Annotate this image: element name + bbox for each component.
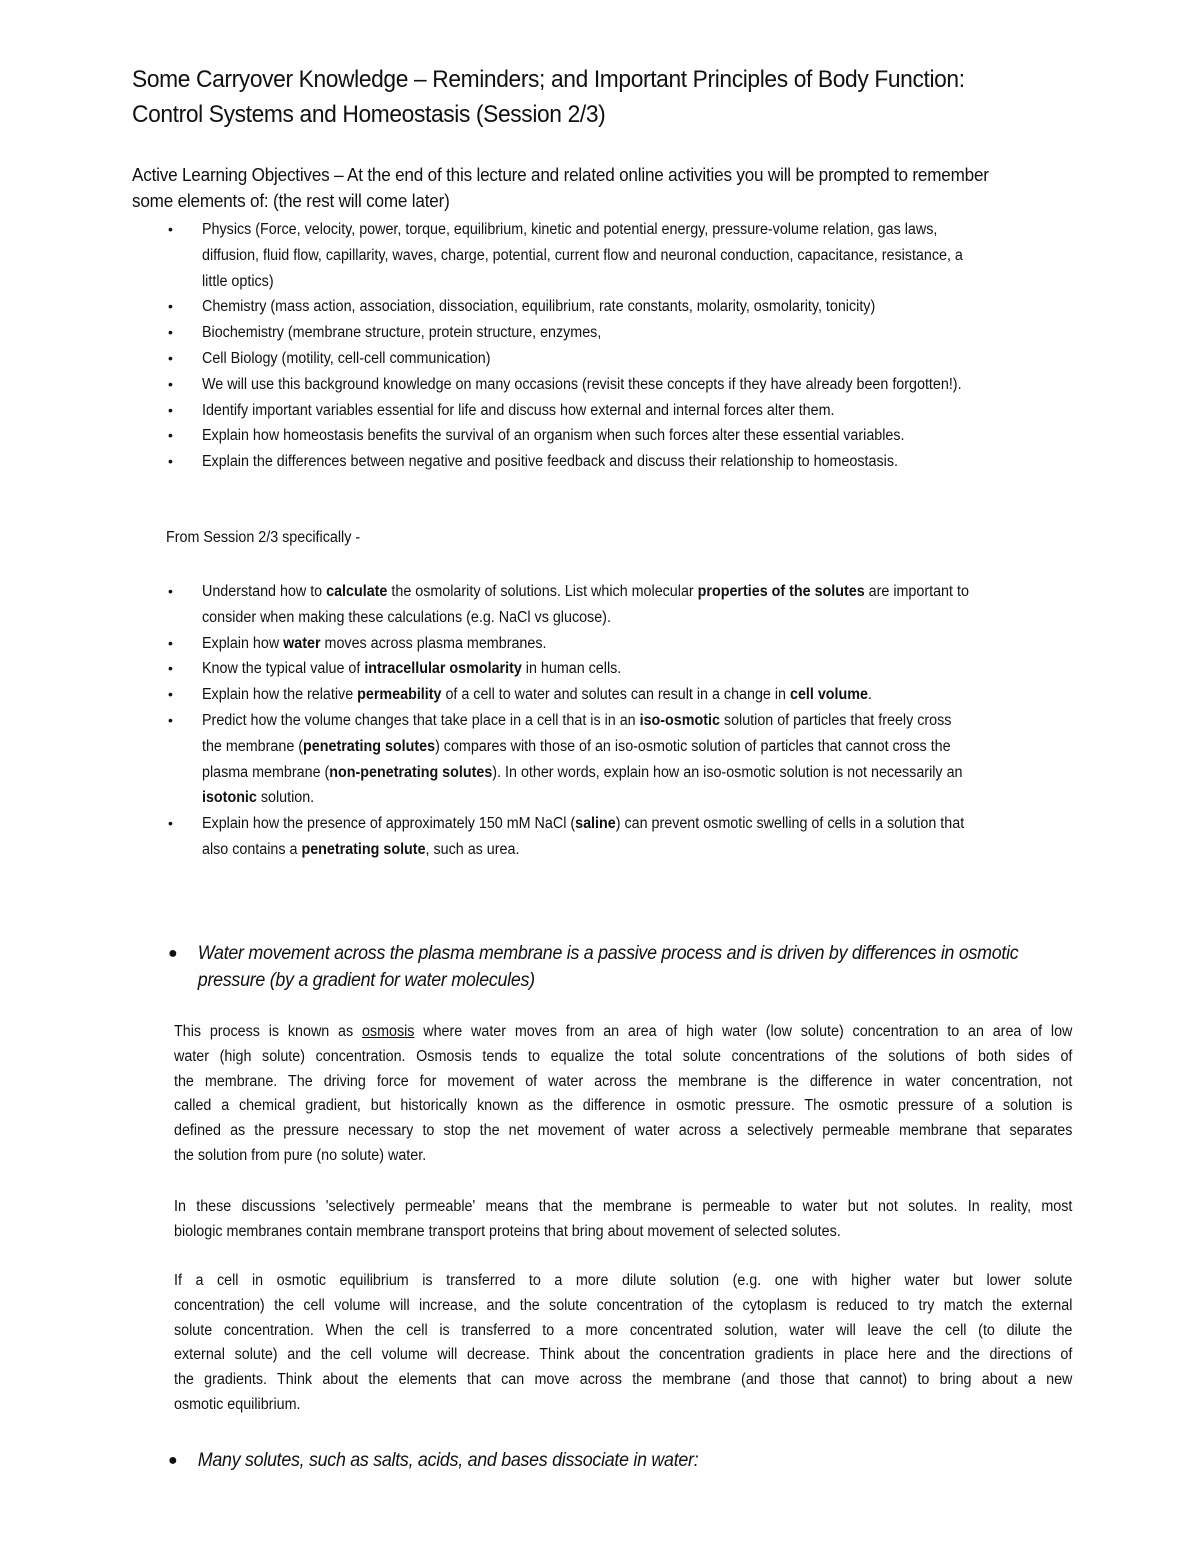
bullet-line: Many solutes, such as salts, acids, and bases dissociate in water: [197, 1450, 699, 1471]
text-run: are important to [864, 583, 969, 600]
text-run: ) can prevent osmotic swelling of cells in a solution that [615, 815, 965, 833]
item-line [202, 760, 1067, 786]
paragraph-line: the solution from pure (no solute) water. [174, 1146, 427, 1164]
key-term: isotonic [202, 789, 257, 807]
text-run: ) compares with those of an iso-osmotic solution of particles that cannot cross the [435, 737, 951, 755]
list-item [132, 294, 1132, 320]
text-run: of a cell to water and solutes can result in a change in [441, 686, 790, 704]
text-run: also contains a [202, 840, 302, 858]
item-line: consider when making these calculations (e.g. NaCl vs glucose). [202, 608, 611, 626]
title-line: Control Systems and Homeostasis (Session 2/3) [132, 101, 606, 128]
key-term: properties of the solutes [697, 583, 865, 600]
list-item [132, 631, 1132, 657]
text-run: This process is known as [174, 1023, 362, 1040]
text-run: solution of particles that freely cross [719, 711, 952, 729]
text-run: Explain how the presence of approximately 150 mM NaCl ( [202, 815, 576, 833]
list-item [132, 217, 1132, 294]
list-item [132, 656, 1132, 682]
paragraph-line: solute concentration. When the cell is transferred to a more concentrated solution, water will leave the cell (to dilute the [174, 1321, 1073, 1339]
item-line: little optics) [202, 272, 274, 290]
text-run: moves across plasma membranes. [320, 634, 547, 652]
item-line [202, 785, 1067, 811]
text-run: Predict how the volume changes that take place in a cell that is in an [202, 711, 640, 729]
paragraph-line: called a chemical gradient, but historically known as the difference in osmotic pressure. The osmotic pressure of a solution is [174, 1097, 1073, 1115]
osmosis-term: osmosis [361, 1023, 415, 1040]
text-run: Explain how the relative [202, 686, 358, 704]
item-line: Identify important variables essential for life and discuss how external and internal forces alter them. [202, 401, 835, 419]
bullet-icon: • [168, 375, 173, 392]
text-run: . [867, 686, 872, 704]
item-line [202, 656, 1067, 682]
list-item [132, 811, 1132, 863]
key-term: non-penetrating solutes [329, 763, 493, 781]
paragraph-line: defined as the pressure necessary to stop the net movement of water across a selectively permeable membrane that separates [174, 1122, 1073, 1140]
list-item [132, 708, 1132, 811]
bullet-icon: • [168, 221, 173, 237]
bullet-icon: • [168, 298, 173, 315]
intro-text [132, 162, 1073, 214]
osmotic-equilibrium-paragraph [174, 1269, 1072, 1418]
paragraph-line: external solute) and the cell volume will decrease. Think about the concentration gradients in place here and the directions of [174, 1346, 1073, 1364]
key-term: cell volume [789, 686, 868, 704]
bullet-icon: ● [168, 1452, 178, 1469]
list-item [132, 682, 1132, 708]
item-line: Chemistry (mass action, association, dissociation, equilibrium, rate constants, molarity, osmolarity, tonicity) [202, 298, 876, 316]
text-run: in human cells. [521, 660, 622, 678]
item-line [202, 682, 1067, 708]
paragraph-line: the gradients. Think about the elements that can move across the membrane (and those that cannot) to bring about a new [174, 1371, 1073, 1389]
item-line: Explain the differences between negative and positive feedback and discuss their relationship to homeostasis. [202, 453, 898, 471]
text-run: solution. [256, 789, 315, 807]
paragraph-line: If a cell in osmotic equilibrium is transferred to a more dilute solution (e.g. one with higher water but lower solute [174, 1272, 1073, 1289]
item-line: Explain how homeostasis benefits the survival of an organism when such forces alter these essential variables. [202, 427, 905, 445]
paragraph-line: osmotic equilibrium. [174, 1395, 301, 1413]
water-movement-bullet [132, 940, 1132, 994]
list-item [132, 372, 1132, 398]
key-term: penetrating solutes [303, 737, 436, 755]
item-line: Cell Biology (motility, cell-cell communication) [202, 349, 491, 367]
text-run: Understand how to [202, 583, 327, 600]
item-line: Physics (Force, velocity, power, torque, equilibrium, kinetic and potential energy, pressure-volume relation, gas laws, [202, 221, 938, 238]
session-heading: From Session 2/3 specifically - [166, 529, 361, 546]
bullet-icon: • [168, 453, 173, 470]
item-line [202, 837, 1067, 863]
paragraph-line: In these discussions 'selectively permeable' means that the membrane is permeable to water but not solutes. In reality, most [174, 1198, 1073, 1215]
text-run: the membrane ( [202, 737, 304, 755]
osmosis-paragraph [174, 1020, 1072, 1169]
session-objectives-list [132, 579, 1132, 863]
bullet-icon: • [168, 427, 173, 444]
list-item [132, 398, 1132, 424]
list-item [132, 320, 1132, 346]
paragraph-line: biologic membranes contain membrane transport proteins that bring about movement of selected solutes. [174, 1222, 841, 1240]
item-line: We will use this background knowledge on many occasions (revisit these concepts if they have already been forgotten!). [202, 375, 962, 393]
item-line [202, 734, 1067, 760]
text-run: Know the typical value of [202, 660, 365, 678]
paragraph-line: water (high solute) concentration. Osmosis tends to equalize the total solute concentrations of the solutions of both sides of [174, 1047, 1073, 1065]
text-run: where water moves from an area of high water (low solute) concentration to an area of low [414, 1023, 1073, 1040]
intro-line: some elements of: (the rest will come later) [132, 191, 450, 211]
bullet-icon: • [168, 583, 173, 599]
bullet-line: Water movement across the plasma membrane is a passive process and is driven by differences in osmotic [197, 943, 1019, 964]
bullet-icon: • [168, 634, 173, 651]
key-term: iso-osmotic [639, 711, 720, 729]
item-line: Biochemistry (membrane structure, protein structure, enzymes, [202, 324, 602, 342]
permeable-paragraph [174, 1195, 1072, 1245]
item-line: diffusion, fluid flow, capillarity, waves, charge, potential, current flow and neuronal conduction, capacitance, resistance, a [202, 246, 963, 264]
list-item [132, 346, 1132, 372]
list-item [132, 579, 1132, 631]
key-term: saline [575, 815, 616, 833]
text-run: , such as urea. [425, 840, 520, 858]
text-run: plasma membrane ( [202, 763, 330, 781]
objectives-list [132, 217, 1132, 475]
document-title [132, 62, 1025, 132]
bullet-icon: • [168, 401, 173, 418]
paragraph-line: the membrane. The driving force for movement of water across the membrane is the difference in water concentration, not [174, 1072, 1073, 1090]
bullet-line: pressure (by a gradient for water molecules) [197, 970, 535, 991]
item-line [202, 811, 1067, 837]
key-term: water [283, 634, 321, 652]
list-item [132, 423, 1132, 449]
paragraph-line [174, 1020, 1072, 1045]
text-run: Explain how [202, 634, 284, 652]
item-line [202, 579, 1067, 605]
key-term: intracellular osmolarity [364, 660, 522, 678]
bullet-icon: • [168, 349, 173, 366]
list-item [132, 449, 1132, 475]
key-term: calculate [326, 583, 388, 600]
solutes-bullet [132, 1447, 1132, 1474]
text-run: ). In other words, explain how an iso-osmotic solution is not necessarily an [492, 763, 963, 781]
intro-line: Active Learning Objectives – At the end of this lecture and related online activities you will be prompted to remember [132, 165, 989, 185]
bullet-icon: • [168, 815, 173, 832]
bullet-icon: • [168, 660, 173, 677]
paragraph-line: concentration) the cell volume will increase, and the solute concentration of the cytoplasm is reduced to try match the external [174, 1296, 1073, 1314]
item-line [202, 708, 1067, 734]
text-run: the osmolarity of solutions. List which molecular [387, 583, 698, 600]
key-term: permeability [357, 686, 442, 704]
bullet-icon: • [168, 686, 173, 703]
bullet-icon: ● [168, 945, 178, 962]
item-line [202, 631, 1067, 657]
bullet-icon: • [168, 324, 173, 341]
bullet-icon: • [168, 711, 173, 728]
key-term: penetrating solute [301, 840, 426, 858]
title-line: Some Carryover Knowledge – Reminders; and Important Principles of Body Function: [132, 66, 965, 93]
